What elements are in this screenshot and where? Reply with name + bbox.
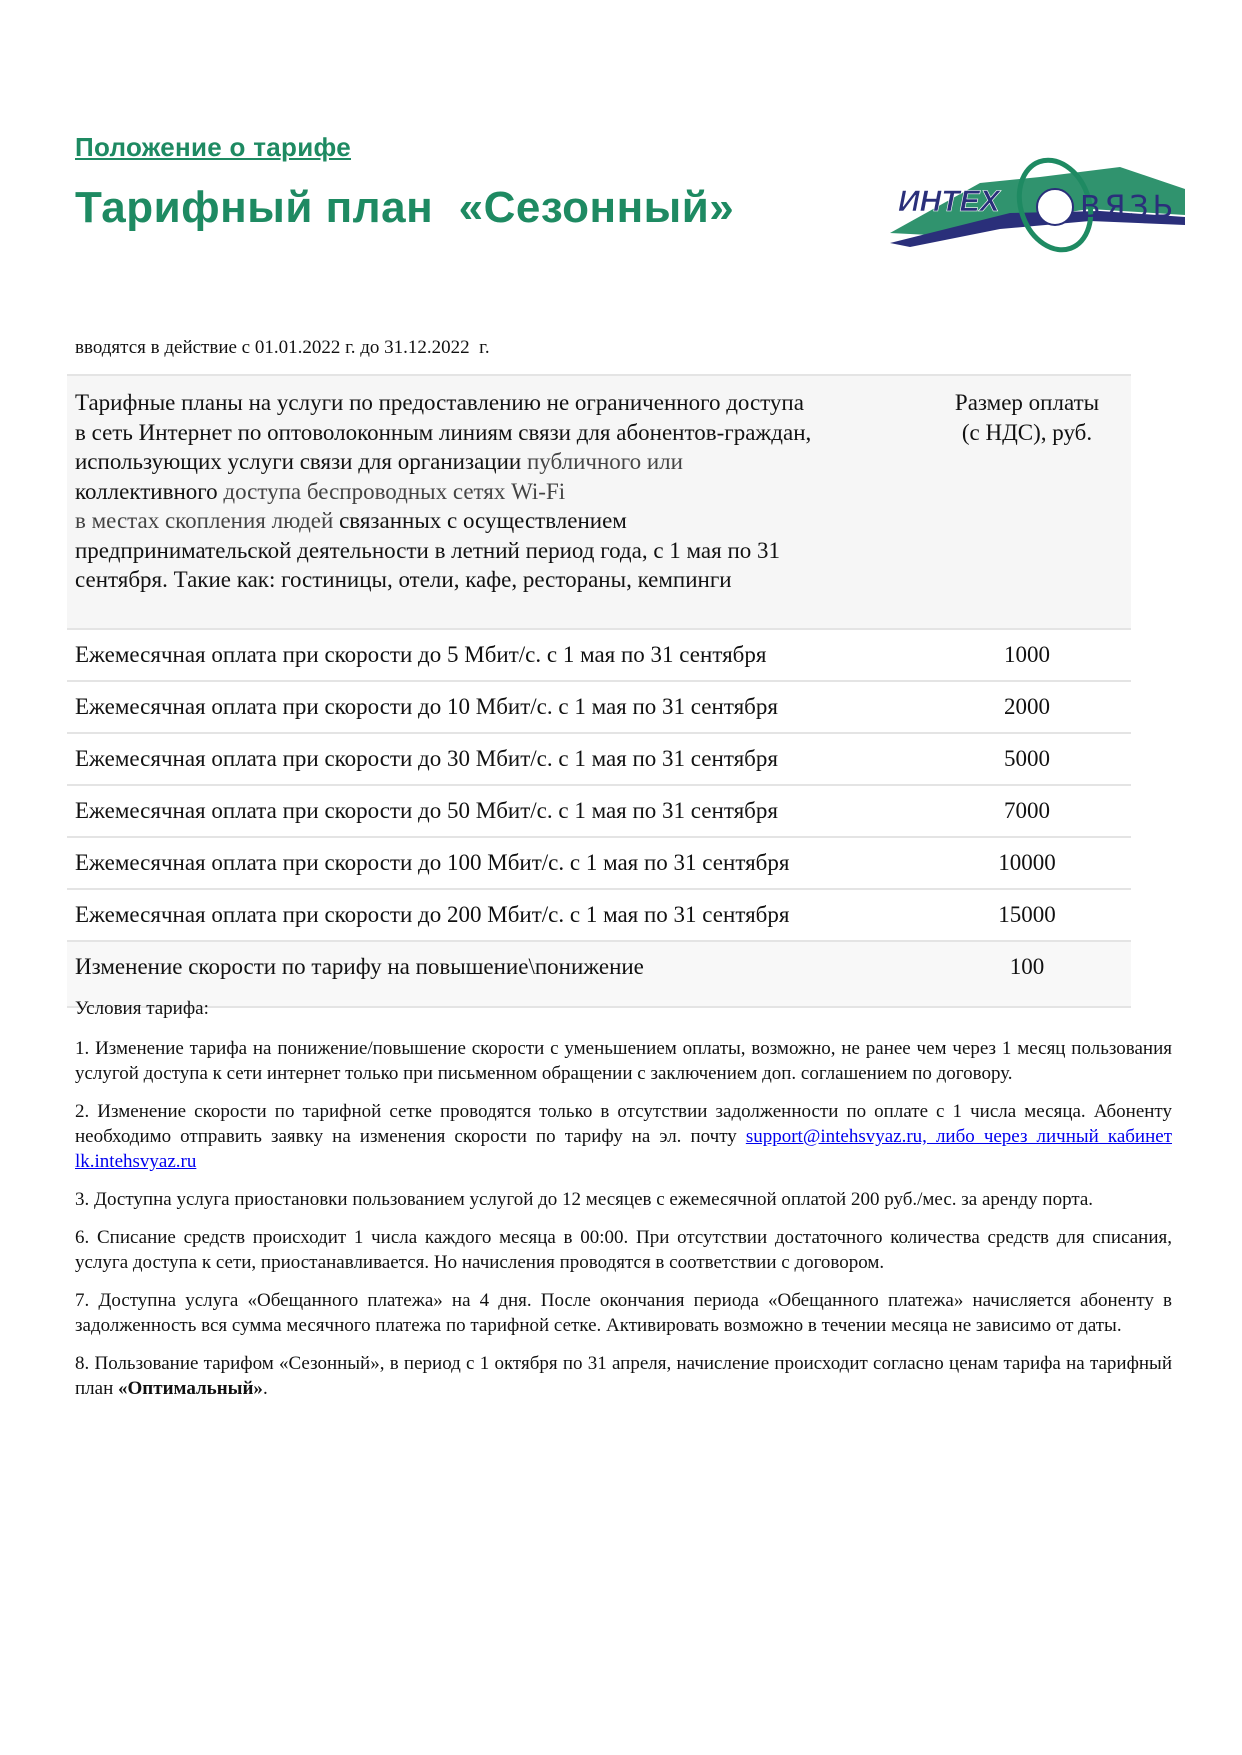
- logo-text-right: ВЯЗЬ: [1080, 190, 1178, 225]
- rate-amount: 100: [923, 941, 1131, 1007]
- header-description-cell: [67, 375, 923, 629]
- rate-amount: 5000: [923, 733, 1131, 785]
- condition-item-8: [75, 1351, 1172, 1401]
- rate-description: Ежемесячная оплата при скорости до 30 Мбит/с. с 1 мая по 31 сентября: [67, 733, 923, 785]
- header-line: связанных с осуществлением: [339, 508, 627, 533]
- tariff-conditions: [75, 996, 1172, 1414]
- table-row: [67, 837, 1131, 889]
- rate-description: Ежемесячная оплата при скорости до 10 Мбит/с. с 1 мая по 31 сентября: [67, 681, 923, 733]
- logo-text-left: ИНТЕХ: [898, 185, 1000, 218]
- rate-description: Ежемесячная оплата при скорости до 5 Мбит/с. с 1 мая по 31 сентября: [67, 629, 923, 681]
- header-line: предпринимательской деятельности в летний период года, с 1 мая по 31: [75, 537, 781, 563]
- rate-amount: 7000: [923, 785, 1131, 837]
- table-row: [67, 785, 1131, 837]
- header-line: сентября. Такие как: гостиницы, отели, кафе, рестораны, кемпинги: [75, 567, 732, 592]
- header-amount-line2: (с НДС), руб.: [961, 419, 1093, 445]
- condition-item-1: 1. Изменение тарифа на понижение/повышение скорости с уменьшением оплаты, возможно, не ранее чем через 1 месяц пользования услугой доступа к сети интернет только при письменном обращении с заключением доп. соглашением по договору.: [75, 1038, 1172, 1084]
- header-line-muted: доступа беспроводных сетях Wi-Fi: [223, 478, 566, 504]
- condition-item-6: 6. Списание средств происходит 1 числа каждого месяца в 00:00. При отсутствии достаточного количества средств для списания, услуга доступа к сети, приостанавливается. Но начисления проводятся в соответствии с договором.: [75, 1227, 1172, 1273]
- subtitle-link[interactable]: Положение о тарифе: [75, 132, 351, 162]
- condition-item-8-end: .: [262, 1378, 268, 1399]
- header-line: использующих услуги связи для организации: [75, 449, 527, 474]
- tariff-table: [67, 374, 1131, 1008]
- header-line-muted: публичного или: [526, 449, 683, 474]
- table-row: [67, 733, 1131, 785]
- rate-description: Ежемесячная оплата при скорости до 100 Мбит/с. с 1 мая по 31 сентября: [67, 837, 923, 889]
- logo-ring-center: [1037, 189, 1073, 225]
- header-line: коллективного: [75, 478, 224, 504]
- rate-description: Изменение скорости по тарифу на повышение\понижение: [67, 941, 923, 1007]
- condition-item-8-text: 8. Пользование тарифом «Сезонный», в период с 1 октября по 31 апреля, начисление происходит согласно ценам тарифа на тарифный план: [75, 1353, 1172, 1399]
- effective-dates: вводятся в действие с 01.01.2022 г. до 31.12.2022 г.: [75, 337, 490, 358]
- support-email-link[interactable]: support@intehsvyaz.ru, либо через личный кабинет lk.intehsvyaz.ru: [75, 1126, 1172, 1172]
- page-title: Тарифный план «Сезонный»: [75, 183, 735, 232]
- condition-item-7: 7. Доступна услуга «Обещанного платежа» на 4 дня. После окончания периода «Обещанного платежа» начисляется абоненту в задолженность вся сумма месячного платежа по тарифной сетке. Активировать возможно в течении месяца не зависимо от даты.: [75, 1290, 1172, 1336]
- header-line-muted: в местах скопления людей: [75, 508, 340, 533]
- rate-amount: 15000: [923, 889, 1131, 941]
- rate-amount: 2000: [923, 681, 1131, 733]
- rate-description: Ежемесячная оплата при скорости до 50 Мбит/с. с 1 мая по 31 сентября: [67, 785, 923, 837]
- conditions-title: Условия тарифа:: [75, 998, 209, 1019]
- condition-item-2-text: 2. Изменение скорости по тарифной сетке проводятся только в отсутствии задолженности по оплате с 1 числа месяца. Абоненту необходимо отправить заявку на изменения скорости по тарифу на эл. почту: [75, 1101, 1172, 1147]
- table-row: [67, 889, 1131, 941]
- header-amount-line1: Размер оплаты: [954, 390, 1100, 415]
- optimal-plan-name: «Оптимальный»: [118, 1378, 263, 1399]
- table-row: [67, 629, 1131, 681]
- rate-description: Ежемесячная оплата при скорости до 200 Мбит/с. с 1 мая по 31 сентября: [67, 889, 923, 941]
- rate-amount: 10000: [923, 837, 1131, 889]
- table-row: [67, 681, 1131, 733]
- header-description: [75, 388, 915, 595]
- header-amount-cell: [923, 375, 1131, 629]
- rate-amount: 1000: [923, 629, 1131, 681]
- header-line: Тарифные планы на услуги по предоставлению не ограниченного доступа: [75, 390, 804, 415]
- company-logo: [890, 155, 1185, 263]
- condition-item-2: [75, 1099, 1172, 1174]
- condition-item-3: 3. Доступна услуга приостановки пользованием услугой до 12 месяцев с ежемесячной оплатой 200 руб./мес. за аренду порта.: [75, 1189, 1094, 1210]
- header-amount: [931, 388, 1123, 447]
- header-line: в сеть Интернет по оптоволоконным линиям связи для абонентов-граждан,: [75, 419, 812, 445]
- table-header-row: [67, 375, 1131, 629]
